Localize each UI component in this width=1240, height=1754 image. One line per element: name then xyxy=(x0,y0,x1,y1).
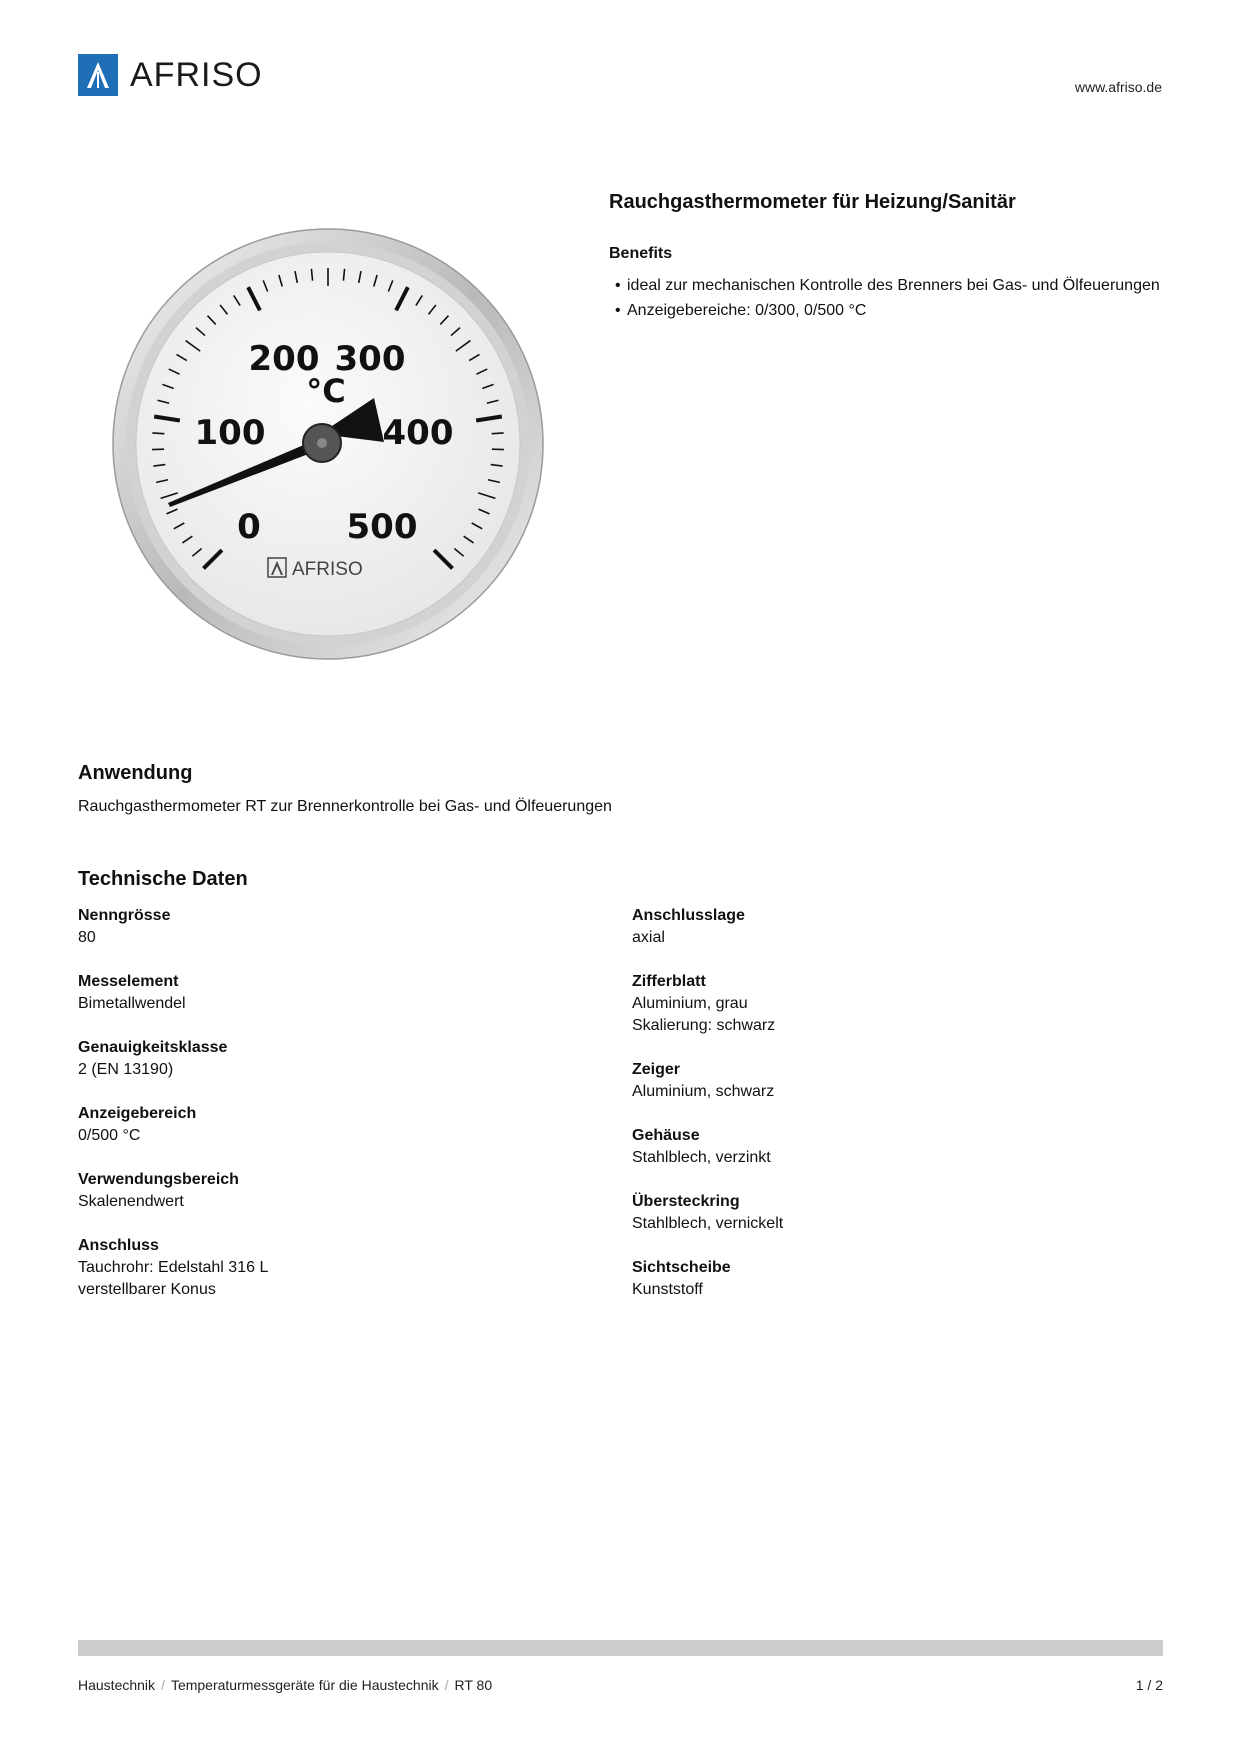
dial-label-200: 200 xyxy=(248,339,320,379)
spec-item xyxy=(78,905,538,949)
spec-value: Tauchrohr: Edelstahl 316 L xyxy=(78,1259,269,1276)
spec-item xyxy=(78,1235,538,1301)
spec-item xyxy=(78,971,538,1015)
spec-value: Aluminium, schwarz xyxy=(632,1083,775,1100)
benefit-item: • Anzeigebereiche: 0/300, 0/500 °C xyxy=(609,301,1169,321)
spec-label: Anschlusslage xyxy=(632,907,745,924)
spec-item xyxy=(632,971,1092,1037)
breadcrumb-item-temperaturmessgeraete[interactable]: Temperaturmessgeräte für die Haustechnik xyxy=(170,1677,439,1693)
dial-label-300: 300 xyxy=(334,339,406,379)
scale-tick xyxy=(311,269,312,281)
application-heading: Anwendung xyxy=(78,762,193,784)
product-title: Rauchgasthermometer für Heizung/Sanitär xyxy=(609,191,1016,213)
benefit-item: • ideal zur mechanischen Kontrolle des Brenners bei Gas- und Ölfeuerungen xyxy=(609,276,1169,296)
scale-tick xyxy=(152,433,164,434)
spec-value: Aluminium, grau xyxy=(632,995,748,1012)
spec-value: Stahlblech, verzinkt xyxy=(632,1149,771,1166)
scale-tick xyxy=(492,433,504,434)
spec-value: Kunststoff xyxy=(632,1281,703,1298)
spec-value: verstellbarer Konus xyxy=(78,1281,216,1298)
spec-item xyxy=(632,1191,1092,1235)
spec-label: Gehäuse xyxy=(632,1127,700,1144)
spec-item xyxy=(78,1103,538,1147)
dial-brand: AFRISO xyxy=(292,559,363,580)
spec-label: Messelement xyxy=(78,973,179,990)
breadcrumb-separator: / xyxy=(444,1677,449,1693)
spec-value: Bimetallwendel xyxy=(78,995,186,1012)
dial-label-400: 400 xyxy=(382,413,454,453)
spec-item xyxy=(78,1037,538,1081)
spec-label: Übersteckring xyxy=(632,1193,740,1210)
spec-value: 0/500 °C xyxy=(78,1127,141,1144)
brand-name: AFRISO xyxy=(130,56,263,94)
spec-item xyxy=(78,1169,538,1213)
spec-item xyxy=(632,1257,1092,1301)
spec-label: Anzeigebereich xyxy=(78,1105,197,1122)
spec-value: 80 xyxy=(78,929,96,946)
spec-label: Anschluss xyxy=(78,1237,159,1254)
technical-data-left-column xyxy=(78,905,538,1323)
spec-value: axial xyxy=(632,929,665,946)
website-url[interactable]: www.afriso.de xyxy=(1074,79,1162,95)
benefits-list xyxy=(609,276,1169,326)
spec-item xyxy=(632,1125,1092,1169)
scale-tick xyxy=(343,269,344,281)
spec-label: Genauigkeitsklasse xyxy=(78,1039,228,1056)
spec-label: Zeiger xyxy=(632,1061,681,1078)
dial-unit-label: °C xyxy=(306,372,346,410)
spec-label: Zifferblatt xyxy=(632,973,706,990)
footer-breadcrumb xyxy=(78,1677,492,1693)
technical-data-right-column xyxy=(632,905,1092,1323)
dial-label-500: 500 xyxy=(346,507,418,547)
spec-value: Skalenendwert xyxy=(78,1193,184,1210)
product-image-thermometer xyxy=(112,226,544,662)
spec-label: Sichtscheibe xyxy=(632,1259,731,1276)
spec-value: 2 (EN 13190) xyxy=(78,1061,174,1078)
spec-value: Stahlblech, vernickelt xyxy=(632,1215,784,1232)
breadcrumb-item-haustechnik[interactable]: Haustechnik xyxy=(78,1677,156,1693)
dial-label-100: 100 xyxy=(194,413,266,453)
benefits-heading: Benefits xyxy=(609,245,673,262)
dial-label-0: 0 xyxy=(237,507,261,547)
spec-label: Nenngrösse xyxy=(78,907,171,924)
afriso-logo-icon xyxy=(78,54,118,96)
spec-item xyxy=(632,905,1092,949)
breadcrumb-item-rt80[interactable]: RT 80 xyxy=(454,1677,493,1693)
page-number: 1 / 2 xyxy=(1135,1677,1163,1693)
spec-item xyxy=(632,1059,1092,1103)
afriso-logo xyxy=(78,54,308,96)
breadcrumb-separator: / xyxy=(161,1677,165,1693)
spec-label: Verwendungsbereich xyxy=(78,1171,239,1188)
spec-value: Skalierung: schwarz xyxy=(632,1017,776,1034)
technical-data-heading: Technische Daten xyxy=(78,868,248,890)
footer-bar xyxy=(78,1640,1163,1656)
application-text: Rauchgasthermometer RT zur Brennerkontrolle bei Gas- und Ölfeuerungen xyxy=(78,798,612,815)
